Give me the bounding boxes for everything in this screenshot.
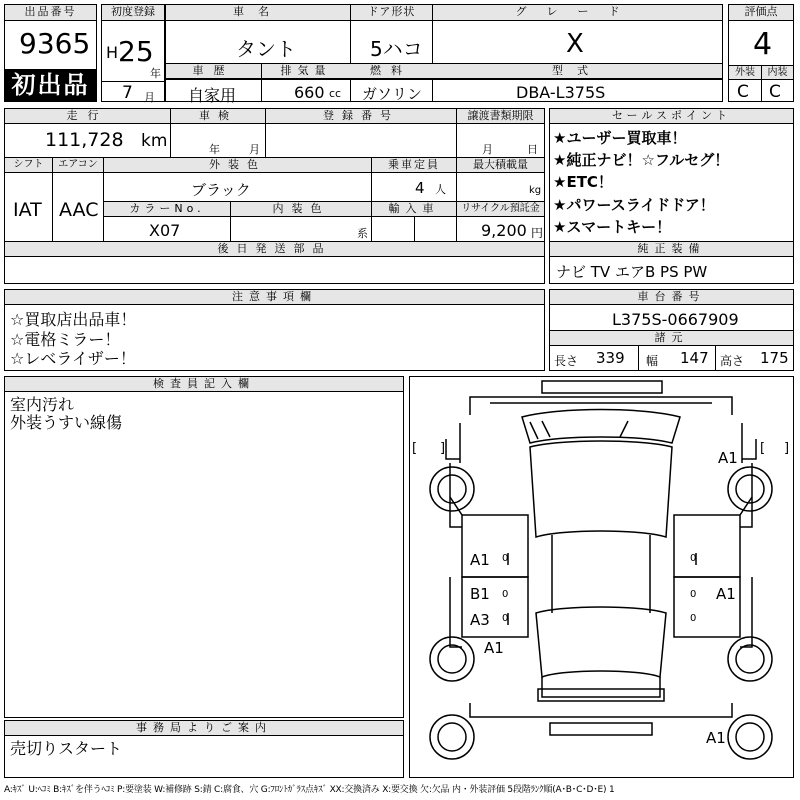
- chassis-box: [549, 289, 794, 371]
- length-label: 長さ: [554, 354, 579, 368]
- fuel-value: ガソリン: [362, 85, 423, 103]
- width-label: 幅: [646, 354, 659, 368]
- length-value: 339: [596, 349, 625, 367]
- exterior-grade: C: [737, 82, 749, 102]
- max-load-label: 最大積載量: [456, 158, 544, 173]
- sales-points-box: [549, 108, 794, 284]
- bracket-left-close: ]: [440, 441, 446, 456]
- listing-number-label: 出品番号: [5, 5, 96, 21]
- interior-color-unit: 系: [357, 227, 368, 240]
- reg-year: 25: [118, 35, 154, 68]
- doc-deadline-label: 譲渡書類期限: [456, 109, 544, 124]
- car-diagram: [409, 376, 794, 778]
- color-label: 外装色: [103, 158, 371, 173]
- grade-value: X: [566, 29, 584, 59]
- capacity-value: 4: [415, 179, 425, 197]
- sales-point-3: ★ETC！: [553, 173, 613, 191]
- color-no-value: X07: [149, 221, 181, 240]
- zero-mark-6: 0: [690, 613, 697, 624]
- ac-label: エアコン: [52, 158, 103, 173]
- max-load-unit: kg: [529, 185, 542, 196]
- displacement-label: 排気量: [261, 64, 350, 79]
- sales-point-2: ★純正ナビ！☆フルセグ！: [553, 151, 730, 169]
- model-label: 型式: [432, 64, 722, 79]
- chassis-label: 車台番号: [550, 290, 793, 305]
- specs-label: 諸元: [550, 331, 793, 346]
- import-label: 輸入車: [371, 202, 456, 217]
- zero-mark-5: 0: [690, 589, 697, 600]
- mileage-label: 走行: [5, 109, 170, 124]
- sales-point-1: ★ユーザー買取車！: [553, 129, 687, 147]
- inspection-label: 車検: [170, 109, 265, 124]
- caution-box: [4, 289, 545, 371]
- office-label: 事務局よりご案内: [5, 721, 403, 736]
- era-letter: H: [106, 43, 119, 62]
- inspector-label: 検査員記入欄: [5, 377, 403, 392]
- inspector-line-1: 室内汚れ: [10, 395, 75, 414]
- height-value: 175: [760, 349, 789, 367]
- mark-left-front-door: A1: [470, 551, 490, 569]
- fuel-label: 燃料: [350, 64, 432, 79]
- grade-label: グレード: [432, 5, 722, 21]
- first-listing-badge: 初出品: [5, 69, 96, 101]
- capacity-unit: 人: [435, 183, 446, 196]
- inspector-line-2: 外装うすい線傷: [10, 413, 123, 432]
- damage-legend: A:ｷｽﾞ U:ﾍｺﾐ B:ｷｽﾞを伴うﾍｺﾐ P:要塗装 W:補修跡 S:錆 C:腐食、穴 G:ﾌﾛﾝﾄｶﾞﾗｽ点ｷｽﾞ XX:交換済み X:要交換 欠:欠品 内・外装評価 5段階ﾗﾝｸ順(A･B･C･D･E) 1: [4, 785, 615, 795]
- later-parts-label: 後日発送部品: [5, 242, 544, 257]
- score-label: 評価点: [729, 5, 793, 21]
- regno-label: 登録番号: [265, 109, 456, 124]
- displacement-value: 660: [294, 83, 325, 102]
- ac-value: AAC: [59, 199, 99, 221]
- bracket-right-open: [: [760, 441, 766, 456]
- capacity-label: 乗車定員: [371, 158, 456, 173]
- inspection-year-unit: 年: [209, 143, 220, 156]
- mileage-value: 111,728: [45, 129, 124, 151]
- sales-point-5: ★スマートキー！: [553, 218, 672, 236]
- mark-right-front-fender: A1: [718, 449, 738, 467]
- exterior-label: 外装: [729, 66, 761, 80]
- interior-label: 内装: [761, 66, 793, 80]
- mileage-unit: km: [141, 131, 168, 151]
- score-box: [728, 4, 794, 102]
- door-type: 5ハコ: [370, 37, 423, 61]
- first-registration-box: [101, 4, 165, 102]
- vehicle-info-box: [165, 4, 723, 105]
- zero-mark-2: 0: [502, 589, 509, 600]
- sales-point-4: ★パワースライドドア！: [553, 196, 715, 214]
- score-value: 4: [753, 27, 773, 62]
- car-outline: [410, 377, 793, 777]
- listing-number-box: [4, 4, 97, 102]
- history-label: 車歴: [166, 64, 261, 79]
- equipment-label: 純正装備: [550, 242, 793, 257]
- height-label: 高さ: [720, 354, 745, 368]
- car-name-label: 車名: [166, 5, 350, 21]
- recycle-unit: 円: [531, 226, 544, 240]
- inspection-month-unit: 月: [249, 143, 260, 156]
- details-box: [4, 108, 545, 284]
- mark-left-rear-door-a: A3: [470, 611, 490, 629]
- doc-month-unit: 月: [482, 143, 493, 156]
- listing-number: 9365: [19, 27, 91, 60]
- reg-year-unit: 年: [150, 67, 161, 80]
- equipment-value: ナビ TV エアB PS PW: [556, 263, 708, 281]
- displacement-unit: cc: [329, 87, 342, 100]
- mark-right-front-door: A1: [716, 585, 736, 603]
- car-name: タント: [236, 37, 296, 61]
- zero-mark-4: 0: [690, 553, 697, 564]
- interior-color-label: 内装色: [230, 202, 371, 217]
- inspector-box: [4, 376, 404, 718]
- reg-month-unit: 月: [144, 91, 155, 104]
- model-value: DBA-L375S: [516, 83, 606, 102]
- bracket-right-close: ]: [784, 441, 790, 456]
- zero-mark-3: 0: [502, 613, 509, 624]
- shift-value: IAT: [13, 199, 42, 221]
- door-label: ドア形状: [350, 5, 432, 21]
- history-value: 自家用: [188, 86, 237, 105]
- shift-label: シフト: [5, 158, 52, 173]
- sales-points-label: セールスポイント: [550, 109, 793, 124]
- caution-item-1: ☆買取店出品車！: [10, 310, 137, 329]
- recycle-value: 9,200: [481, 221, 527, 240]
- reg-month: 7: [122, 83, 133, 103]
- mark-left-rear-fender: A1: [484, 639, 504, 657]
- color-value: ブラック: [191, 181, 251, 199]
- caution-item-2: ☆電格ミラー！: [10, 330, 121, 349]
- mark-left-rear-door-b: B1: [470, 585, 490, 603]
- caution-item-3: ☆レベライザー！: [10, 349, 136, 368]
- interior-grade: C: [769, 82, 781, 102]
- zero-mark-1: 0: [502, 553, 509, 564]
- office-box: [4, 720, 404, 778]
- doc-day-unit: 日: [527, 143, 538, 156]
- chassis-number: L375S-0667909: [612, 310, 739, 329]
- recycle-label: リサイクル預託金: [456, 202, 544, 217]
- office-text: 売切りスタート: [10, 739, 123, 758]
- width-value: 147: [680, 349, 709, 367]
- caution-label: 注意事項欄: [5, 290, 544, 305]
- mark-bottom-right: A1: [706, 729, 726, 747]
- first-registration-label: 初度登録: [102, 5, 164, 21]
- bracket-left-open: [: [412, 441, 418, 456]
- color-no-label: カラーNo.: [104, 202, 230, 217]
